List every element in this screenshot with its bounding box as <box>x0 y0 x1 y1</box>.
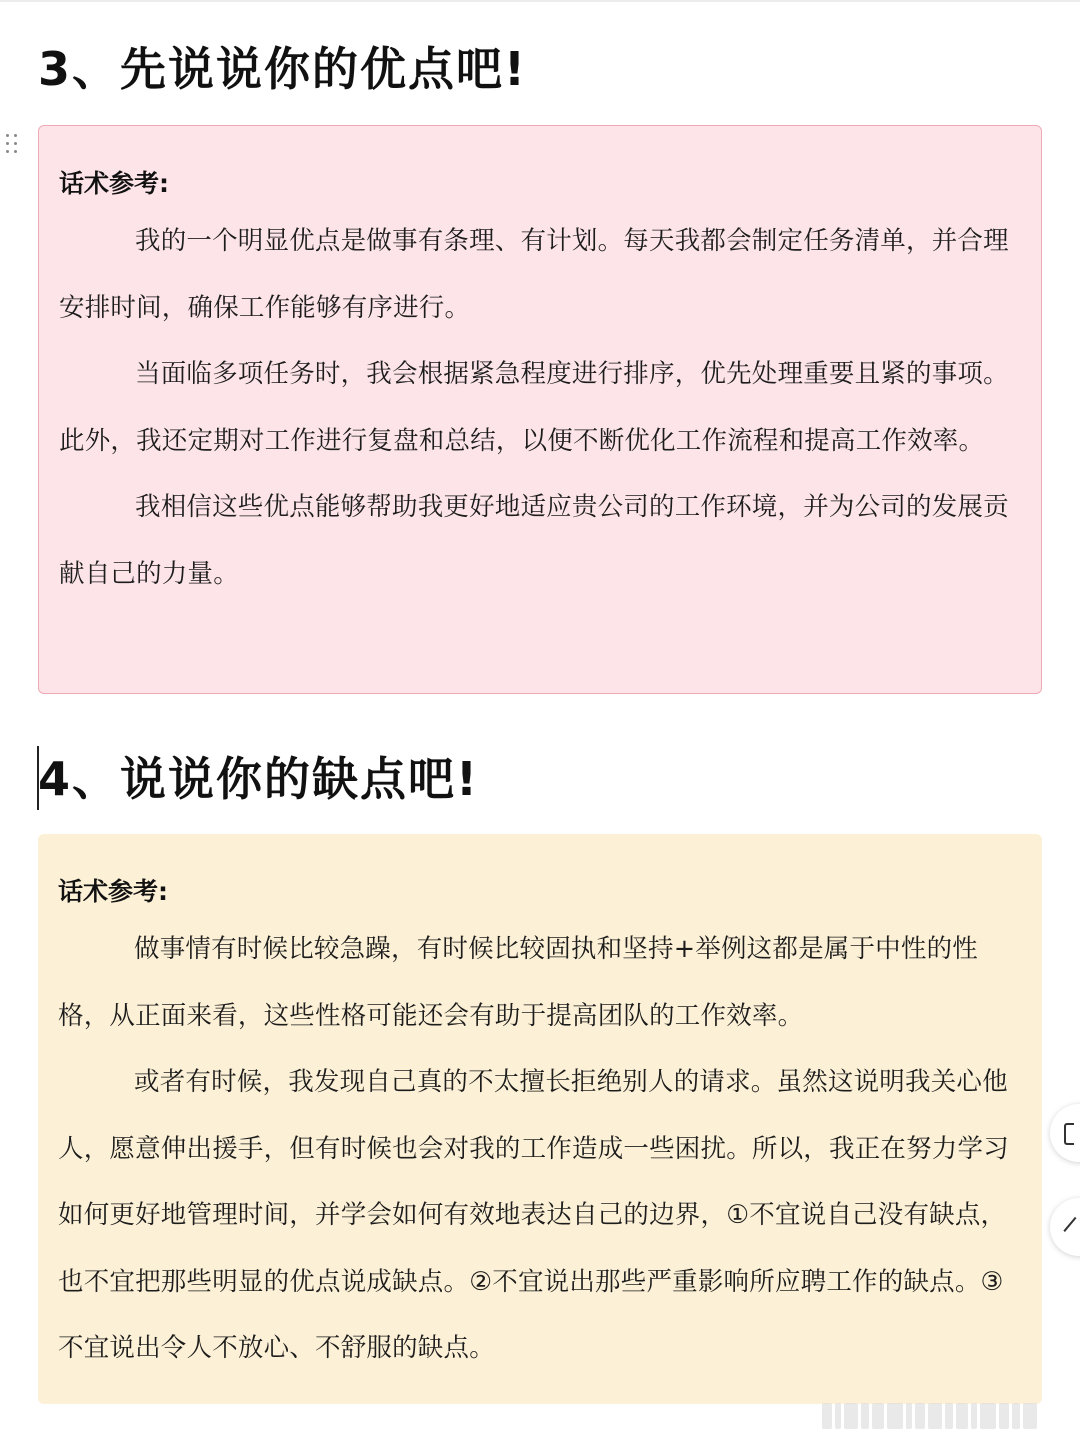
drag-handle-icon[interactable] <box>6 134 22 158</box>
section-3-heading: 3、先说说你的优点吧! <box>38 42 527 96</box>
section-3-callout <box>38 125 1042 694</box>
callout-paragraph: 我相信这些优点能够帮助我更好地适应贵公司的工作环境，并为公司的发展贡献自己的力量。 <box>59 492 1009 589</box>
watermark <box>822 1398 1072 1434</box>
copy-icon <box>1064 1123 1074 1145</box>
callout-paragraph: 我的一个明显优点是做事有条理、有计划。每天我都会制定任务清单，并合理安排时间，确保工作能够有序进行。 <box>59 226 1009 323</box>
edit-icon-button[interactable] <box>1050 1198 1080 1256</box>
callout-paragraph: 或者有时候，我发现自己真的不太擅长拒绝别人的请求。虽然这说明我关心他人，愿意伸出援手，但有时候也会对我的工作造成一些困扰。所以，我正在努力学习如何更好地管理时间，并学会如何有效地表达自己的边界，①不宜说自己没有缺点，也不宜把那些明显的优点说成缺点。②不宜说出那些严重影响所应聘工作的缺点。③不宜说出令人不放心、不舒服的缺点。 <box>58 1067 1009 1363</box>
section-4-callout <box>38 834 1042 1404</box>
callout-label: 话术参考: <box>59 169 169 198</box>
section-4-heading[interactable]: 4、说说你的缺点吧! <box>38 752 479 806</box>
copy-icon-button[interactable] <box>1050 1104 1080 1162</box>
callout-label: 话术参考: <box>58 877 168 906</box>
top-divider <box>0 0 1080 2</box>
callout-paragraph: 当面临多项任务时，我会根据紧急程度进行排序，优先处理重要且紧的事项。此外，我还定期对工作进行复盘和总结，以便不断优化工作流程和提高工作效率。 <box>59 359 1009 456</box>
callout-paragraph: 做事情有时候比较急躁，有时候比较固执和坚持+举例这都是属于中性的性格，从正面来看，这些性格可能还会有助于提高团队的工作效率。 <box>58 934 978 1031</box>
edit-icon <box>1063 1217 1080 1237</box>
